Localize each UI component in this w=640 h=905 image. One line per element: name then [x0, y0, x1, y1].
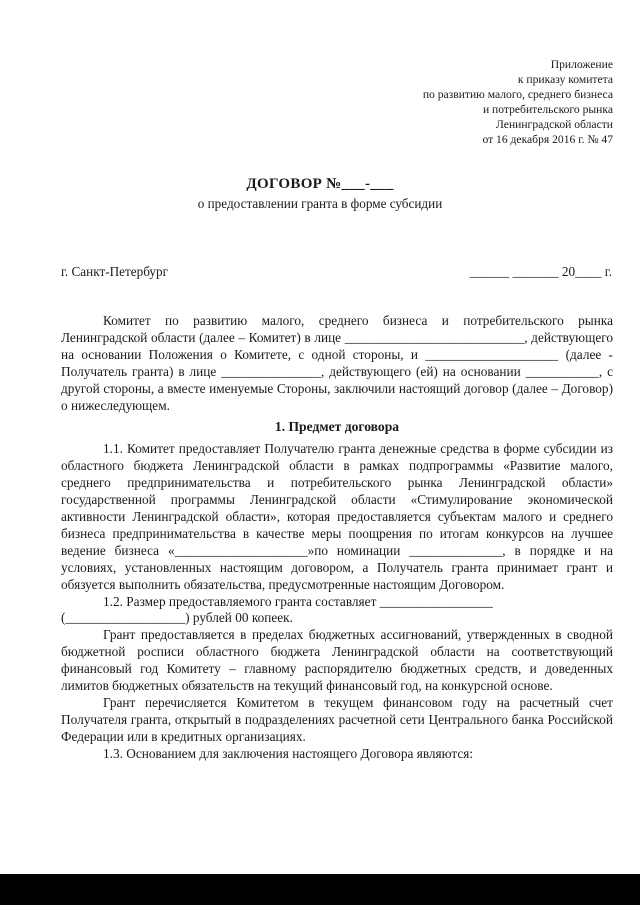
clause-1-2-amount: (__________________) рублей 00 копеек.	[61, 610, 293, 626]
appendix-line: к приказу комитета	[517, 73, 613, 87]
appendix-line: Приложение	[550, 58, 613, 71]
appendix-line: и потребительского рынка	[482, 103, 613, 117]
section-heading: 1. Предмет договора	[274, 419, 400, 435]
appendix-line: Ленинградской области	[496, 118, 613, 132]
appendix-line: от 16 декабря 2016 г. № 47	[482, 133, 613, 147]
clause-1-3: 1.3. Основанием для заключения настоящего Договора являются:	[103, 745, 474, 761]
document-subtitle: о предоставлении гранта в форме субсидии	[197, 196, 443, 211]
grant-paragraph: Грант предоставляется в пределах бюджетных ассигнований, утвержденных в сводной бюджетной росписи областного бюджета Ленинградской области на соответствующий финансовый год Комитету – главному распорядителю бюджетных средств, и доведенных лимитов бюджетных обязательств на текущий финансовый год, на конкурсной основе.	[61, 627, 613, 694]
clause-1-2: 1.2. Размер предоставляемого гранта составляет _________________	[103, 593, 493, 609]
document-body	[61, 313, 613, 763]
appendix-block	[423, 57, 613, 148]
date-field: ______ _______ 20____ г.	[469, 264, 612, 279]
city-label: г. Санкт-Петербург	[61, 264, 168, 279]
appendix-line: по развитию малого, среднего бизнеса	[422, 88, 613, 102]
clause-1-1: 1.1. Комитет предоставляет Получателю гранта денежные средства в форме субсидии из областного бюджета Ленинградской области в рамках подпрограммы «Развитие малого, среднего предпринимательства и потребительского рынка Ленинградской области» государственной программы Ленинградской области «Стимулирование экономической активности Ленинградской области», которая предоставляется субъектам малого и среднего бизнеса предпринимательства в качестве меры поощрения по итогам конкурсов на лучшее ведение бизнеса «____________________»по номинации ______________, в порядке и на условиях, установленных настоящим договором, а Получатель гранта принимает грант и обязуется выполнить обязательства, предусмотренные настоящим Договором.	[61, 441, 613, 592]
document-title: ДОГОВОР №___-___	[246, 176, 394, 192]
grant-paragraph: Грант перечисляется Комитетом в текущем финансовом году на расчетный счет Получателя гранта, открытый в подразделениях расчетной сети Центрального банка Российской Федерации или в кредитных организациях.	[61, 694, 613, 744]
scan-bottom-edge	[0, 874, 640, 905]
preamble-paragraph: Комитет по развитию малого, среднего бизнеса и потребительского рынка Ленинградской области (далее – Комитет) в лице ___________________________, действующего на основании Положения о Комитете, с одной стороны, и ____________________ (далее - Получатель гранта) в лице _______________, действующего (ей) на основании ___________, с другой стороны, а вместе именуемые Стороны, заключили настоящий договор (далее – Договор) о нижеследующем.	[61, 313, 613, 413]
